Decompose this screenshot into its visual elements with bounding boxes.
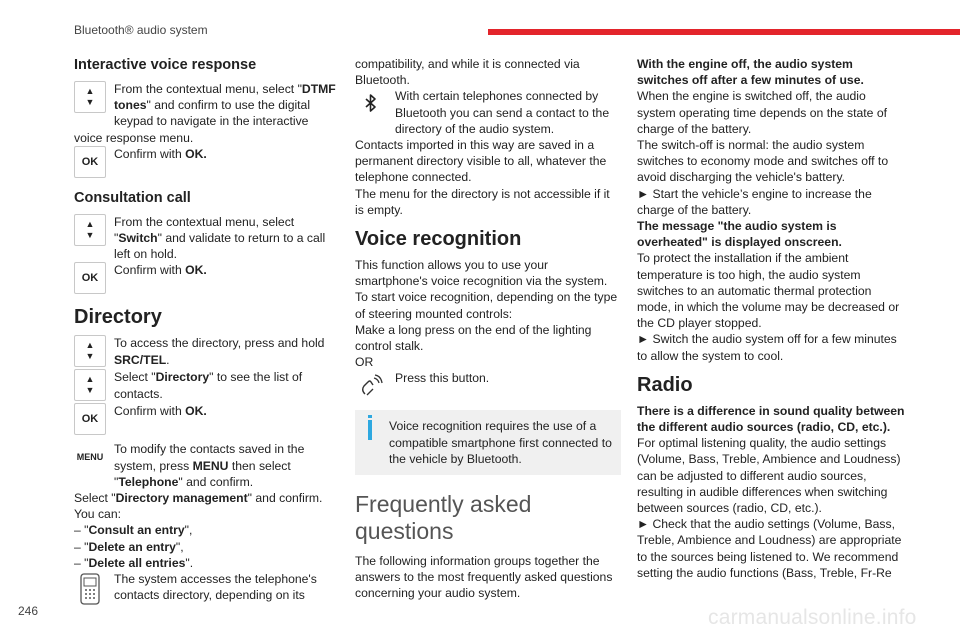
vr-paragraph: This function allows you to use your smartphone's voice recognition via the system.: [355, 258, 608, 289]
vr-press-paragraph: Press this button.: [355, 370, 621, 404]
heading-consultation-call: Consultation call: [74, 189, 191, 206]
consult-paragraph: ▲ ▼ From the contextual menu, select "Switch" and validate to return to a call left on hold.: [74, 214, 336, 263]
question-sound-quality: There is a difference in sound quality between the different audio sources (radio, CD, etc.).: [637, 403, 905, 435]
info-icon: [368, 420, 372, 440]
answer-action: ► Start the vehicle’s engine to increase the charge of the battery.: [637, 186, 872, 217]
access-directory-paragraph: The system accesses the telephone's contacts directory, depending on its: [74, 571, 336, 609]
answer-action: ► Check that the audio settings (Volume, Bass, Treble, Ambience and Loudness) are appropriate to the sources being listened to. We recommend setting the audio functions (Bass, Treble, Fr-Re: [637, 517, 902, 580]
compat-paragraph: compatibility, and while it is connected via Bluetooth.: [355, 57, 580, 88]
menu-button-icon: MENU: [74, 441, 106, 473]
up-down-arrows-icon: ▲ ▼: [74, 335, 106, 367]
voice-command-icon: [355, 370, 387, 402]
confirm-ok-paragraph: OK Confirm with OK.: [74, 403, 336, 437]
question-overheated: The message "the audio system is overheated" is displayed onscreen.: [637, 219, 842, 250]
you-can-line: You can:: [74, 507, 121, 522]
confirm-ok-paragraph: OK Confirm with OK.: [74, 262, 336, 296]
list-item: – "Delete all entries".: [74, 555, 194, 570]
directory-empty-paragraph: The menu for the directory is not accessible if it is empty.: [355, 186, 610, 217]
heading-interactive-voice-response: Interactive voice response: [74, 57, 257, 73]
header-accent-bar: [488, 29, 960, 35]
faq-intro-paragraph: The following information groups together the answers to the most frequently asked questions concerning your audio system.: [355, 554, 613, 601]
heading-radio: Radio: [637, 373, 693, 396]
column-3: [637, 56, 905, 581]
answer-paragraph: The switch-off is normal: the audio system switches to economy mode and switches off to avoid discharging the vehicle's battery.: [637, 138, 889, 185]
vr-paragraph: To start voice recognition, depending on the type of steering mounted controls:: [355, 290, 618, 321]
answer-action: ► Switch the audio system off for a few minutes to allow the system to cool.: [637, 332, 897, 363]
heading-directory: Directory: [74, 306, 162, 329]
up-down-arrows-icon: ▲ ▼: [74, 369, 106, 401]
running-header: Bluetooth® audio system: [74, 23, 208, 37]
ok-button-icon: OK: [74, 146, 106, 178]
heading-voice-recognition: Voice recognition: [355, 228, 522, 251]
dir-select-paragraph: ▲ ▼ Select "Directory" to see the list of contacts.: [74, 369, 336, 403]
page-number: 246: [18, 604, 39, 618]
up-down-arrows-icon: ▲ ▼: [74, 81, 106, 113]
select-management-line: Select "Directory management" and confirm.: [74, 491, 323, 506]
heading-faq: Frequently asked questions: [355, 491, 532, 545]
send-contact-paragraph: With certain telephones connected by Bluetooth you can send a contact to the directory of the audio system.: [355, 88, 621, 137]
answer-paragraph: For optimal listening quality, the audio settings (Volume, Bass, Treble, Ambience and Loudness) can be adjusted to different audio sources, resulting in audible differences when switching between sources (radio, CD, etc.).: [637, 436, 901, 516]
column-2: [355, 56, 621, 602]
list-item: – "Consult an entry",: [74, 523, 193, 538]
ok-button-icon: OK: [74, 262, 106, 294]
ok-button-icon: OK: [74, 403, 106, 435]
bluetooth-icon: [355, 88, 387, 120]
watermark: carmanualsonline.info: [708, 606, 917, 629]
answer-paragraph: To protect the installation if the ambient temperature is too high, the audio system switches to an automatic thermal protection mode, in which the volume may be decreased or the CD player stopped.: [637, 251, 900, 331]
list-item: – "Delete an entry",: [74, 539, 184, 554]
info-note: Voice recognition requires the use of a compatible smartphone first connected to the vehicle by Bluetooth.: [355, 410, 621, 475]
dir-access-paragraph: ▲ ▼ To access the directory, press and hold SRC/TEL.: [74, 335, 336, 369]
phone-icon: [74, 571, 106, 607]
answer-paragraph: When the engine is switched off, the audio system operating time depends on the state of charge of the battery.: [637, 89, 887, 136]
vr-or: OR: [355, 355, 374, 370]
vr-paragraph: Make a long press on the end of the lighting control stalk.: [355, 322, 592, 354]
ivr-paragraph: ▲ ▼ From the contextual menu, select "DTMF tones" and confirm to use the digital keypad to navigate in the interactive voice response menu.: [74, 82, 336, 145]
imported-contacts-paragraph: Contacts imported in this way are saved in a permanent directory visible to all, whatever the telephone connected.: [355, 138, 607, 185]
column-1: [74, 56, 336, 609]
confirm-ok-paragraph: OK Confirm with OK.: [74, 146, 336, 180]
modify-contacts-paragraph: MENU To modify the contacts saved in the system, press MENU then select "Telephone" and confirm.: [74, 441, 336, 490]
up-down-arrows-icon: ▲ ▼: [74, 214, 106, 246]
question-engine-off: With the engine off, the audio system switches off after a few minutes of use.: [637, 57, 864, 88]
